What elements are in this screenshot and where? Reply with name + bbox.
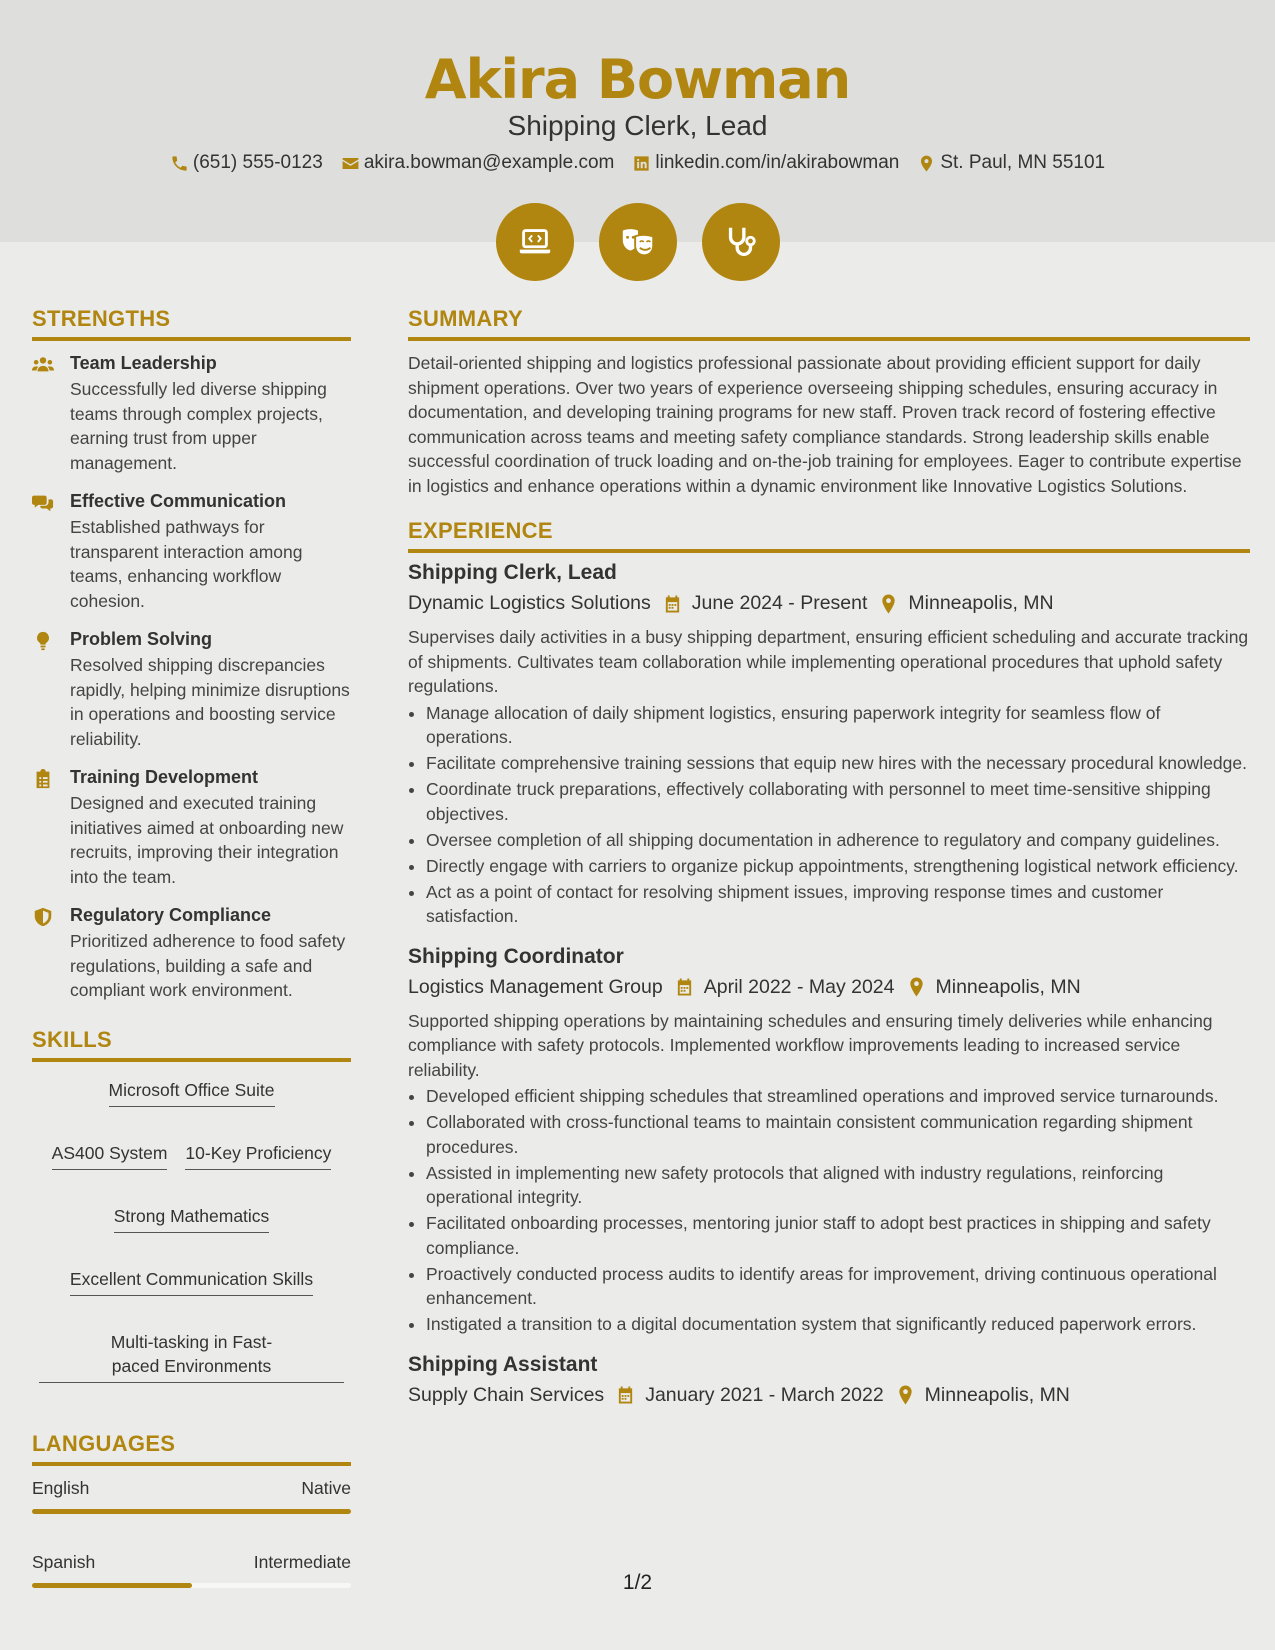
job-bullet: • Oversee completion of all shipping documentation in adherence to regulatory and company guidelines. — [426, 828, 1250, 853]
skill-tag: 10-Key Proficiency — [185, 1141, 331, 1170]
map-marker-icon — [907, 977, 926, 997]
stethoscope-icon — [722, 223, 760, 261]
job-entry — [408, 1353, 1250, 1407]
job-bullet: • Facilitate comprehensive training sessions that equip new hires with the necessary procedural knowledge. — [426, 751, 1250, 776]
linkedin-icon — [632, 154, 651, 173]
summary-text: Detail-oriented shipping and logistics professional passionate about providing efficient support for daily shipment operations. Over two years of experience overseeing shipping schedules, ensuring accuracy in documentation, and developing training programs for new staff. Proven track record of fostering effective communication across teams and meeting safety compliance standards. Strong leadership skills enable successful coordination of truck loading and on-the-job training for employees. Eager to contribute expertise in logistics and enhance operations within a dynamic environment like Innovative Logistics Solutions. — [408, 353, 1242, 496]
strength-title: Training Development — [70, 767, 259, 787]
users-icon — [32, 355, 54, 375]
skills-list — [32, 1078, 351, 1389]
strength-desc: Prioritized adherence to food safety regulations, building a safe and compliant work environment. — [70, 931, 346, 1000]
right-column — [408, 306, 1250, 1417]
candidate-name: Akira Bowman — [424, 48, 851, 111]
phone-text: (651) 555-0123 — [192, 152, 323, 173]
calendar-icon — [675, 977, 694, 997]
envelope-icon — [341, 154, 360, 173]
lightbulb-icon — [32, 631, 54, 651]
language-name: English — [32, 1477, 90, 1498]
skills-heading: SKILLS — [32, 1027, 351, 1062]
contact-location — [917, 152, 1105, 174]
map-marker-icon — [879, 594, 898, 614]
contact-phone[interactable] — [170, 152, 323, 174]
job-dates: April 2022 - May 2024 — [703, 975, 895, 998]
strength-desc: Designed and executed training initiatives aimed at onboarding new recruits, improving their integration into the team. — [70, 793, 344, 887]
job-company: Logistics Management Group — [408, 975, 663, 998]
job-location: Minneapolis, MN — [935, 975, 1081, 998]
linkedin-text: linkedin.com/in/akirabowman — [655, 152, 900, 173]
contact-bar — [0, 152, 1275, 174]
job-title: Shipping Coordinator — [408, 944, 624, 968]
languages-heading: LANGUAGES — [32, 1431, 351, 1466]
comments-icon — [32, 493, 54, 513]
map-marker-icon — [896, 1385, 915, 1405]
job-bullet: • Assisted in implementing new safety protocols that aligned with industry regulations, reinforcing operational integrity. — [426, 1161, 1250, 1210]
language-bar-fill — [32, 1509, 351, 1514]
left-column — [32, 306, 351, 1626]
strength-desc: Resolved shipping discrepancies rapidly, helping minimize disruptions in operations and boosting service reliability. — [70, 655, 350, 749]
job-bullet: • Instigated a transition to a digital documentation system that significantly reduced paperwork errors. — [426, 1312, 1250, 1337]
skill-tag: Microsoft Office Suite — [109, 1078, 275, 1107]
job-entry — [408, 561, 1250, 929]
job-bullet: • Developed efficient shipping schedules that streamlined operations and improved service turnarounds. — [426, 1084, 1250, 1109]
job-description: Supervises daily activities in a busy shipping department, ensuring efficient scheduling and accurate tracking of shipments. Cultivates team collaboration while implementing operational procedures that uphold safety regulations. — [408, 627, 1249, 696]
skill-tag: Strong Mathematics — [114, 1204, 270, 1233]
interest-circle-theater — [599, 203, 677, 281]
strength-item — [32, 491, 351, 613]
email-text: akira.bowman@example.com — [363, 152, 615, 173]
strength-item — [32, 353, 351, 475]
strength-desc: Established pathways for transparent interaction among teams, enhancing workflow cohesion. — [70, 517, 303, 611]
language-level: Native — [301, 1477, 351, 1498]
job-bullet: • Act as a point of contact for resolving shipment issues, improving response times and customer satisfaction. — [426, 880, 1250, 929]
contact-linkedin[interactable] — [632, 152, 899, 174]
job-bullet: • Directly engage with carriers to organize pickup appointments, strengthening logistical network efficiency. — [426, 854, 1250, 879]
job-bullets — [426, 701, 1250, 929]
location-text: St. Paul, MN 55101 — [940, 152, 1106, 173]
strengths-heading: STRENGTHS — [32, 306, 351, 341]
job-title: Shipping Clerk, Lead — [408, 561, 617, 584]
job-location: Minneapolis, MN — [908, 592, 1054, 614]
interest-icons — [0, 203, 1275, 281]
page-number: 1/2 — [622, 1571, 653, 1594]
skill-tag: AS400 System — [52, 1141, 168, 1170]
interest-circle-coding — [496, 203, 574, 281]
skill-tag: Multi-tasking in Fast-paced Environments — [39, 1330, 344, 1383]
clipboard-list-icon — [32, 769, 54, 789]
job-location: Minneapolis, MN — [924, 1383, 1070, 1406]
job-entry — [408, 945, 1250, 1337]
job-company: Supply Chain Services — [408, 1383, 605, 1406]
strength-title: Regulatory Compliance — [70, 905, 272, 925]
skill-tag: Excellent Communication Skills — [70, 1267, 313, 1296]
strength-title: Team Leadership — [70, 353, 217, 373]
job-bullet: • Coordinate truck preparations, effectively collaborating with personnel to meet time-sensitive shipping objectives. — [426, 777, 1250, 826]
strength-desc: Successfully led diverse shipping teams through complex projects, earning trust from upper management. — [70, 379, 327, 473]
map-marker-icon — [917, 154, 936, 173]
strength-item — [32, 905, 351, 1003]
job-dates: June 2024 - Present — [691, 592, 868, 614]
language-bar — [32, 1509, 351, 1514]
strength-title: Effective Communication — [70, 491, 287, 511]
language-name: Spanish — [32, 1551, 96, 1572]
job-company: Dynamic Logistics Solutions — [408, 592, 651, 614]
experience-heading: EXPERIENCE — [408, 518, 1250, 553]
language-level: Intermediate — [253, 1551, 351, 1572]
job-bullet: • Facilitated onboarding processes, mentoring junior staff to adopt best practices in shipping and safety compliance. — [426, 1211, 1250, 1260]
laptop-code-icon — [516, 223, 554, 261]
shield-icon — [32, 907, 54, 927]
job-bullet: • Manage allocation of daily shipment logistics, ensuring paperwork integrity for seamless flow of operations. — [426, 701, 1250, 750]
job-bullet: • Collaborated with cross-functional teams to maintain consistent communication regarding shipment procedures. — [426, 1110, 1250, 1159]
job-bullets — [426, 1084, 1250, 1337]
calendar-icon — [663, 594, 682, 614]
language-item — [32, 1478, 351, 1514]
strength-title: Problem Solving — [70, 629, 213, 649]
strength-item — [32, 629, 351, 751]
contact-email[interactable] — [341, 152, 615, 174]
job-bullet: • Proactively conducted process audits to identify areas for improvement, driving continuous operational enhancement. — [426, 1262, 1250, 1311]
summary-heading: SUMMARY — [408, 306, 1250, 341]
phone-icon — [170, 154, 189, 173]
candidate-title: Shipping Clerk, Lead — [507, 110, 768, 141]
job-title: Shipping Assistant — [408, 1352, 598, 1376]
calendar-icon — [616, 1385, 635, 1405]
job-description: Supported shipping operations by maintaining schedules and ensuring timely deliveries while enhancing compliance with safety protocols. Implemented workflow improvements leading to increased service reliability. — [408, 1010, 1213, 1080]
interest-circle-medical — [702, 203, 780, 281]
strength-item — [32, 767, 351, 889]
job-dates: January 2021 - March 2022 — [645, 1383, 884, 1406]
theater-masks-icon — [619, 223, 657, 261]
